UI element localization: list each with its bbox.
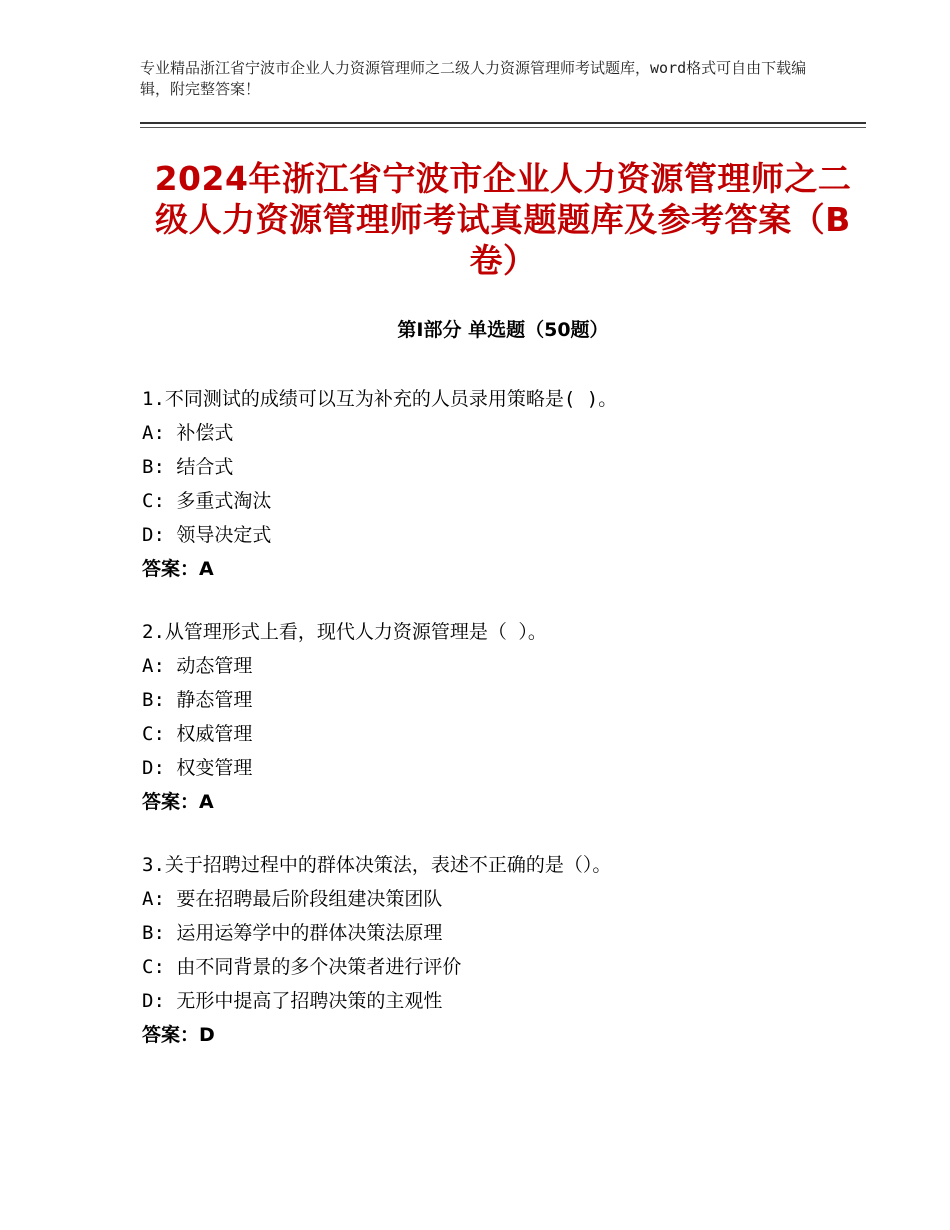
option-d: D: 领导决定式 (142, 524, 272, 546)
answer-line: 答案：A (142, 558, 214, 580)
option-d: D: 权变管理 (142, 757, 253, 779)
question-2 (142, 615, 862, 819)
option-a: A: 要在招聘最后阶段组建决策团队 (142, 888, 443, 910)
question-stem: 2.从管理形式上看，现代人力资源管理是（ ）。 (142, 621, 547, 643)
option-a: A: 补偿式 (142, 422, 234, 444)
question-stem: 3.关于招聘过程中的群体决策法，表述不正确的是（）。 (142, 854, 612, 876)
header-note: 专业精品浙江省宁波市企业人力资源管理师之二级人力资源管理师考试题库，word格式可自由下载编辑，附完整答案！ (140, 59, 807, 98)
answer-line: 答案：D (142, 1024, 215, 1046)
option-b: B: 结合式 (142, 456, 234, 478)
question-list (142, 382, 862, 1081)
answer-line: 答案：A (142, 791, 214, 813)
option-d: D: 无形中提高了招聘决策的主观性 (142, 990, 443, 1012)
header-divider-thick (140, 122, 866, 124)
question-3 (142, 848, 862, 1052)
option-c: C: 权威管理 (142, 723, 253, 745)
document-title: 2024年浙江省宁波市企业人力资源管理师之二级人力资源管理师考试真题题库及参考答案（B卷） (154, 159, 852, 280)
question-stem: 1.不同测试的成绩可以互为补充的人员录用策略是( )。 (142, 388, 618, 410)
option-b: B: 运用运筹学中的群体决策法原理 (142, 922, 443, 944)
option-b: B: 静态管理 (142, 689, 253, 711)
option-c: C: 由不同背景的多个决策者进行评价 (142, 956, 462, 978)
option-c: C: 多重式淘汰 (142, 490, 272, 512)
header-divider-thin (140, 127, 866, 128)
option-a: A: 动态管理 (142, 655, 253, 677)
section-title: 第Ⅰ部分 单选题（50题） (397, 319, 609, 341)
question-1 (142, 382, 862, 586)
